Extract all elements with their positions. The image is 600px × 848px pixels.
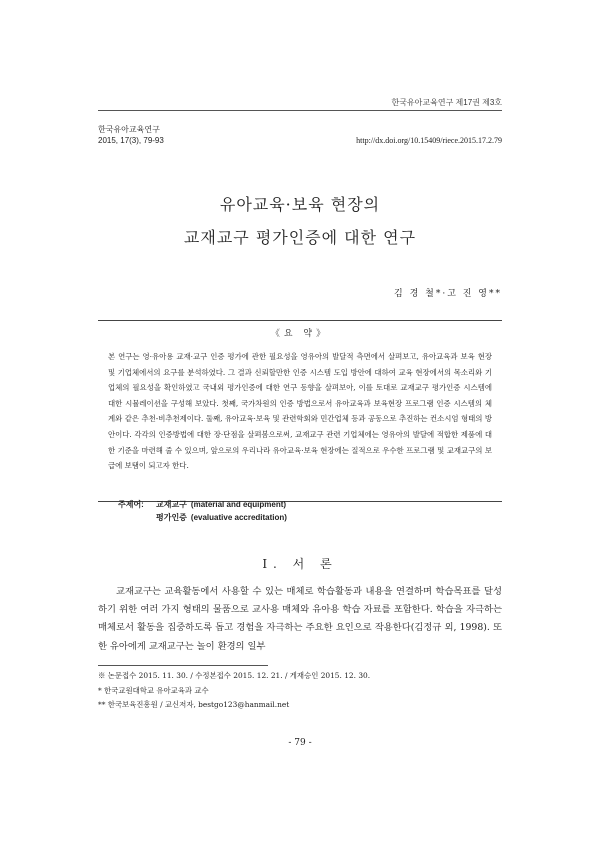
footnotes — [98, 669, 370, 713]
doi-link[interactable]: http://dx.doi.org/10.15409/riece.2015.17.2.79 — [356, 136, 502, 145]
abstract-box — [98, 320, 502, 502]
footnote-author-2: ** 한국보육진흥원 / 교신저자, bestgo123@hanmail.net — [98, 700, 290, 709]
keywords-label: 주제어: — [118, 500, 144, 509]
keyword-term-1-en: (material and equipment) — [190, 500, 287, 509]
keyword-row-2 — [118, 511, 287, 524]
footnote-rule — [98, 665, 268, 666]
keyword-row-1 — [118, 498, 287, 511]
section-heading: Ⅰ. 서 론 — [262, 557, 338, 571]
keyword-term-1: 교재교구 — [156, 500, 187, 509]
footnote-received: ※ 논문접수 2015. 11. 30. / 수정본접수 2015. 12. 21. / 게재승인 2015. 12. 30. — [98, 671, 371, 680]
keywords — [118, 498, 287, 524]
abstract-text: 본 연구는 영·유아용 교재·교구 인증 평가에 관한 필요성을 영유아의 발달적 측면에서 살펴보고, 유아교육과 보육 현장 및 기업체에서의 요구를 분석하였다. 그 결과 신뢰할만한 인증 시스템 도입 방안에 대하여 교육 현장에서의 목소리와 기업체의 필요성을 확인하였고 국내외 평가인증에 대한 연구 동향을 살펴보아, 이를 토대로 교재교구 평가인증 시스템에 대한 시뮬레이션을 구성해 보았다. 첫째, 국가차원의 인증 방법으로서 유아교육과 보육현장 프로그램 인증 시스템의 체계와 같은 추천-비추천제이다. 둘째, 유아교육·보육 및 관련학회와 민간업체 등과 공동으로 추진하는 컨소시엄 형태의 방안이다. 각각의 인증방법에 대한 장·단점을 살펴봄으로써, 교재교구 관련 기업체에는 영유아의 발달에 적합한 제품에 대한 기준을 마련해 줄 수 있으며, 앞으로의 우리나라 유아교육·보육 현장에는 질적으로 우수한 프로그램 및 교재교구의 보급에 보탬이 되고자 한다. — [108, 352, 492, 471]
section-body: 교재교구는 교육활동에서 사용할 수 있는 매체로 학습활동과 내용을 연결하며 학습목표를 달성하기 위한 여러 가지 형태의 물품으로 교사용 매체와 유아용 학습 자료를 포함한다. 학습을 자극하는 매체로서 활동을 집중하도록 돕고 경험을 자극하는 주요한 요인으로 작용한다(김정규 외, 1998). 또한 유아에게 교재교구는 놀이 환경의 일부 — [98, 586, 502, 652]
keyword-term-2: 평가인증 — [156, 513, 187, 522]
footnote-author-1: * 한국교원대학교 유아교육과 교수 — [98, 685, 209, 695]
keyword-term-2-en: (evaluative accreditation) — [190, 513, 287, 522]
abstract-heading: 《요 약》 — [270, 329, 330, 339]
journal-name: 한국유아교육연구 — [98, 125, 160, 134]
header-rule — [98, 110, 502, 111]
paper-title-line-2: 교재교구 평가인증에 대한 연구 — [183, 228, 417, 247]
running-head: 한국유아교육연구 제17권 제3호 — [391, 98, 502, 107]
paper-title-line-1: 유아교육·보육 현장의 — [219, 195, 381, 214]
volume-pages: 2015, 17(3), 79-93 — [98, 136, 164, 145]
author-names: 김 경 철*·고 진 영** — [394, 289, 502, 299]
page-number: - 79 - — [288, 738, 312, 748]
